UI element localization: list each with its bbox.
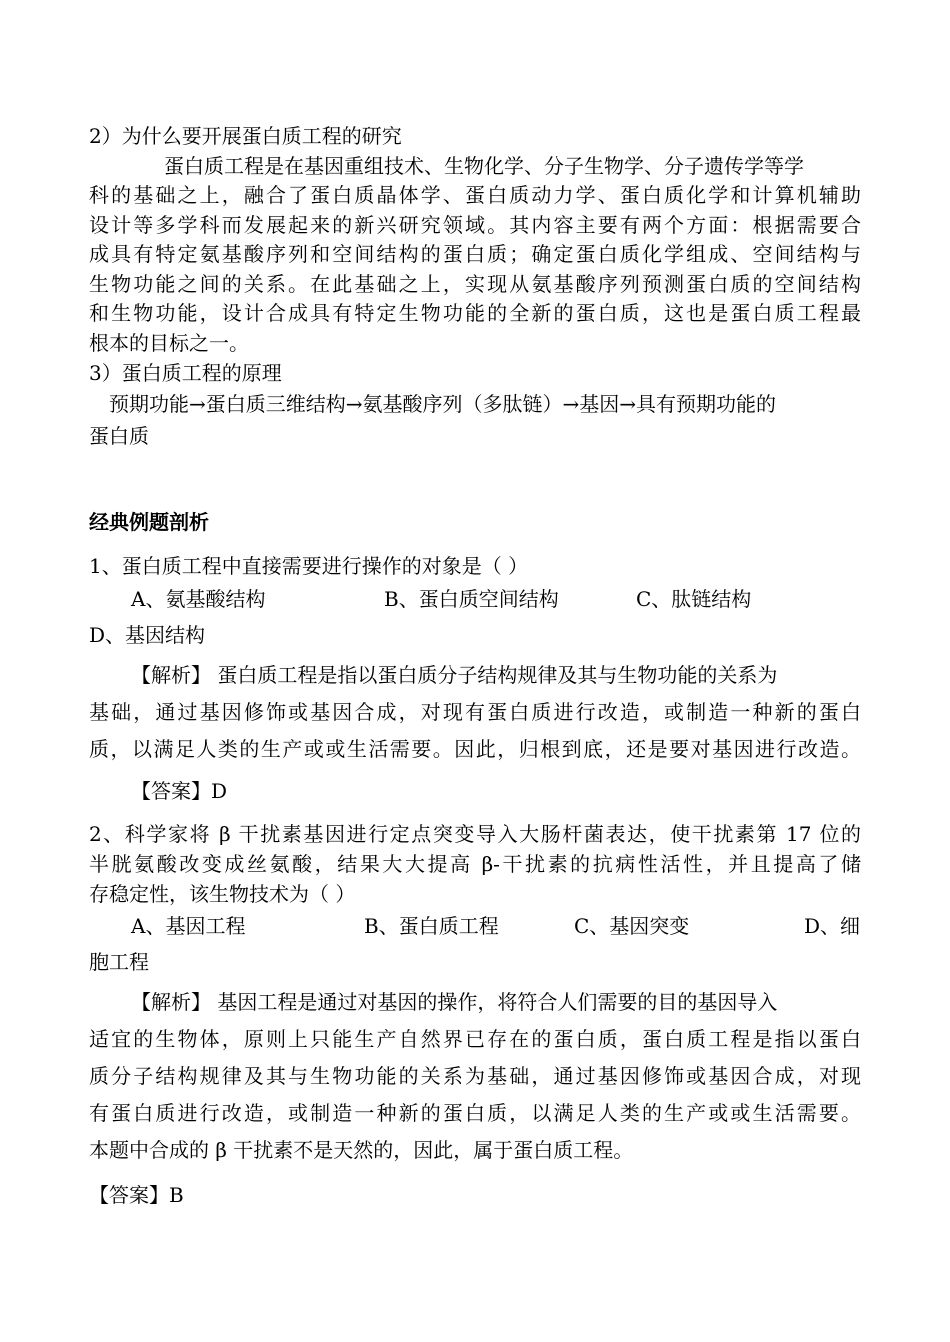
section2-line: 蛋白质工程是在基因重组技术、生物化学、分子生物学、分子遗传学等学 — [164, 154, 804, 178]
section2-line: 生物功能之间的关系。在此基础之上，实现从氨基酸序列预测蛋白质的空间结构 — [89, 272, 861, 296]
q2-stem-line: 存稳定性，该生物技术为（ ） — [89, 882, 356, 906]
q2-option-c: C、基因突变 — [574, 914, 690, 938]
section2-heading: 2）为什么要开展蛋白质工程的研究 — [89, 124, 402, 148]
q2-stem-line: 半胱氨酸改变成丝氨酸，结果大大提高 β-干扰素的抗病性活性，并且提高了储 — [89, 852, 861, 876]
q2-option-d: D、细 — [804, 914, 861, 938]
section3-line: 预期功能→蛋白质三维结构→氨基酸序列（多肽链）→基因→具有预期功能的 — [109, 392, 777, 416]
section2-line: 根本的目标之一。 — [89, 331, 249, 355]
q2-option-a: A、基因工程 — [131, 914, 246, 938]
q1-option-c: C、肽链结构 — [636, 587, 752, 611]
section2-line: 设计等多学科而发展起来的新兴研究领域。其内容主要有两个方面：根据需要合 — [89, 213, 861, 237]
q1-analysis-line: 质，以满足人类的生产或或生活需要。因此，归根到底，还是要对基因进行改造。 — [89, 737, 861, 761]
q1-answer: 【答案】D — [131, 779, 228, 803]
q2-option-d-cont: 胞工程 — [89, 950, 149, 974]
q1-option-b: B、蛋白质空间结构 — [384, 587, 559, 611]
q2-analysis-line: 质分子结构规律及其与生物功能的关系为基础，通过基因修饰或基因合成，对现 — [89, 1064, 861, 1088]
section2-line: 科的基础之上，融合了蛋白质晶体学、蛋白质动力学、蛋白质化学和计算机辅助 — [89, 183, 861, 207]
q2-analysis-line: 【解析】 基因工程是通过对基因的操作，将符合人们需要的目的基因导入 — [131, 990, 778, 1014]
q1-option-d: D、基因结构 — [89, 623, 206, 647]
q2-option-b: B、蛋白质工程 — [364, 914, 499, 938]
q2-analysis-line: 本题中合成的 β 干扰素不是天然的，因此，属于蛋白质工程。 — [89, 1138, 634, 1162]
q1-analysis-line: 基础，通过基因修饰或基因合成，对现有蛋白质进行改造，或制造一种新的蛋白 — [89, 700, 861, 724]
q1-analysis-line: 【解析】 蛋白质工程是指以蛋白质分子结构规律及其与生物功能的关系为 — [131, 663, 778, 687]
section2-line: 和生物功能，设计合成具有特定生物功能的全新的蛋白质，这也是蛋白质工程最 — [89, 301, 861, 325]
q2-answer: 【答案】B — [89, 1183, 184, 1207]
examples-heading: 经典例题剖析 — [89, 510, 209, 534]
q1-stem: 1、蛋白质工程中直接需要进行操作的对象是（ ） — [89, 554, 529, 578]
q1-option-a: A、氨基酸结构 — [131, 587, 266, 611]
section3-heading: 3）蛋白质工程的原理 — [89, 361, 282, 385]
section2-line: 成具有特定氨基酸序列和空间结构的蛋白质；确定蛋白质化学组成、空间结构与 — [89, 242, 861, 266]
q2-analysis-line: 有蛋白质进行改造，或制造一种新的蛋白质，以满足人类的生产或或生活需要。 — [89, 1101, 861, 1125]
q2-stem-line: 2、科学家将 β 干扰素基因进行定点突变导入大肠杆菌表达，使干扰素第 17 位的 — [89, 822, 861, 846]
section3-line: 蛋白质 — [89, 424, 149, 448]
q2-analysis-line: 适宜的生物体，原则上只能生产自然界已存在的蛋白质，蛋白质工程是指以蛋白 — [89, 1027, 861, 1051]
